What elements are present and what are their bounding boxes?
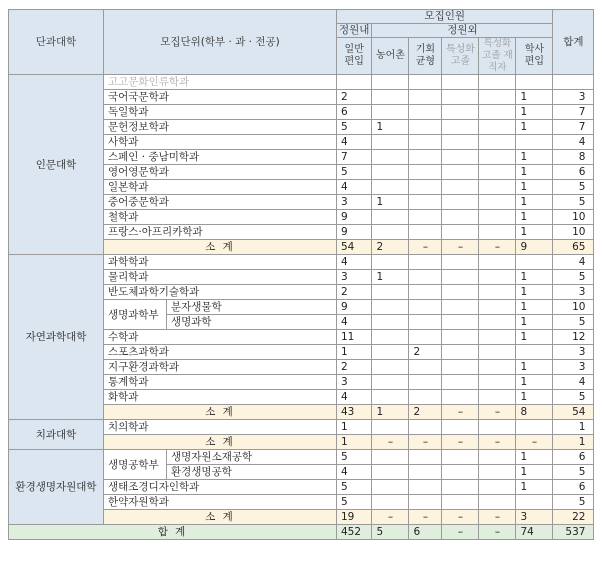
value-cell — [479, 225, 516, 240]
value-cell: 6 — [337, 105, 372, 120]
header-col-general-transfer: 일반 편입 — [337, 38, 372, 75]
department-name: 스포츠과학과 — [104, 345, 337, 360]
value-cell — [442, 210, 479, 225]
value-cell — [409, 315, 442, 330]
value-cell: – — [372, 510, 409, 525]
major-name: 환경생명공학 — [167, 465, 337, 480]
value-cell — [372, 480, 409, 495]
value-cell — [442, 390, 479, 405]
row-total-cell: 5 — [553, 180, 594, 195]
value-cell — [479, 345, 516, 360]
value-cell — [409, 90, 442, 105]
value-cell — [372, 360, 409, 375]
row-total-cell: 7 — [553, 105, 594, 120]
value-cell — [442, 495, 479, 510]
major-name: 생명과학 — [167, 315, 337, 330]
value-cell — [337, 75, 372, 90]
value-cell: 1 — [516, 315, 553, 330]
value-cell — [372, 285, 409, 300]
value-cell — [409, 180, 442, 195]
value-cell: 1 — [516, 465, 553, 480]
value-cell — [409, 195, 442, 210]
header-col-specialized-employed: 특성화 고졸 재직자 — [479, 38, 516, 75]
value-cell: – — [442, 240, 479, 255]
department-name: 영어영문학과 — [104, 165, 337, 180]
value-cell: – — [409, 435, 442, 450]
value-cell: 9 — [337, 210, 372, 225]
value-cell: 8 — [516, 405, 553, 420]
department-name: 프랑스·아프리카학과 — [104, 225, 337, 240]
header-unit: 모집단위(학부 · 과 · 전공) — [104, 10, 337, 75]
value-cell: 3 — [516, 510, 553, 525]
row-total-cell: 6 — [553, 480, 594, 495]
value-cell — [442, 465, 479, 480]
value-cell: 1 — [516, 360, 553, 375]
value-cell — [372, 210, 409, 225]
value-cell — [479, 330, 516, 345]
department-name: 문헌정보학과 — [104, 120, 337, 135]
value-cell — [516, 495, 553, 510]
department-name: 중어중문학과 — [104, 195, 337, 210]
value-cell: 9 — [337, 225, 372, 240]
value-cell: 11 — [337, 330, 372, 345]
value-cell — [479, 75, 516, 90]
value-cell — [442, 150, 479, 165]
department-name: 일본학과 — [104, 180, 337, 195]
value-cell — [442, 120, 479, 135]
value-cell: 74 — [516, 525, 553, 540]
value-cell: – — [442, 525, 479, 540]
row-total-cell: 537 — [553, 525, 594, 540]
department-name: 반도체과학기술학과 — [104, 285, 337, 300]
major-name: 생명자원소재공학 — [167, 450, 337, 465]
value-cell: 1 — [516, 180, 553, 195]
value-cell — [372, 90, 409, 105]
department-group: 생명공학부 — [104, 450, 167, 480]
value-cell — [516, 75, 553, 90]
value-cell — [372, 150, 409, 165]
table-body — [9, 10, 594, 540]
value-cell: 2 — [372, 240, 409, 255]
recruitment-table — [8, 9, 594, 540]
value-cell: 1 — [372, 120, 409, 135]
value-cell: 1 — [372, 195, 409, 210]
value-cell: 5 — [372, 525, 409, 540]
value-cell — [442, 270, 479, 285]
row-total-cell: 3 — [553, 90, 594, 105]
subtotal-label: 소 계 — [104, 435, 337, 450]
department-name: 화학과 — [104, 390, 337, 405]
row-total-cell: 5 — [553, 495, 594, 510]
row-total-cell: 8 — [553, 150, 594, 165]
value-cell — [372, 135, 409, 150]
value-cell — [479, 420, 516, 435]
value-cell — [516, 345, 553, 360]
value-cell — [479, 450, 516, 465]
row-total-cell: 3 — [553, 360, 594, 375]
value-cell: 1 — [516, 300, 553, 315]
value-cell — [479, 165, 516, 180]
value-cell: 54 — [337, 240, 372, 255]
value-cell — [442, 330, 479, 345]
value-cell — [372, 420, 409, 435]
value-cell — [479, 285, 516, 300]
value-cell: 1 — [516, 105, 553, 120]
value-cell — [442, 315, 479, 330]
value-cell — [372, 375, 409, 390]
row-total-cell: 5 — [553, 270, 594, 285]
value-cell — [372, 315, 409, 330]
value-cell: 4 — [337, 180, 372, 195]
value-cell — [479, 180, 516, 195]
value-cell — [372, 180, 409, 195]
value-cell: 1 — [516, 150, 553, 165]
value-cell — [479, 360, 516, 375]
row-total-cell: 10 — [553, 210, 594, 225]
value-cell — [442, 480, 479, 495]
value-cell: 1 — [516, 120, 553, 135]
value-cell — [409, 225, 442, 240]
value-cell — [479, 300, 516, 315]
value-cell — [479, 195, 516, 210]
value-cell: 2 — [337, 285, 372, 300]
value-cell — [479, 105, 516, 120]
row-total-cell: 6 — [553, 450, 594, 465]
value-cell: 1 — [516, 195, 553, 210]
value-cell — [372, 300, 409, 315]
value-cell — [409, 420, 442, 435]
value-cell — [409, 105, 442, 120]
row-total-cell: 6 — [553, 165, 594, 180]
row-total-cell: 3 — [553, 285, 594, 300]
value-cell: 1 — [516, 225, 553, 240]
row-total-cell: 54 — [553, 405, 594, 420]
value-cell: – — [442, 435, 479, 450]
value-cell: 2 — [409, 405, 442, 420]
value-cell: – — [479, 525, 516, 540]
value-cell — [409, 210, 442, 225]
table-row — [9, 255, 594, 270]
value-cell: 1 — [516, 330, 553, 345]
value-cell: 1 — [337, 345, 372, 360]
value-cell — [442, 300, 479, 315]
row-total-cell: 5 — [553, 195, 594, 210]
value-cell: 1 — [516, 210, 553, 225]
department-name: 스페인 · 중남미학과 — [104, 150, 337, 165]
row-total-cell: 1 — [553, 420, 594, 435]
row-total-cell: 10 — [553, 225, 594, 240]
value-cell — [442, 360, 479, 375]
value-cell: 3 — [337, 375, 372, 390]
value-cell — [442, 105, 479, 120]
value-cell — [409, 495, 442, 510]
value-cell: 5 — [337, 495, 372, 510]
value-cell — [372, 450, 409, 465]
grand-total-row — [9, 525, 594, 540]
college-name: 환경생명자원대학 — [9, 450, 104, 525]
value-cell — [442, 450, 479, 465]
value-cell — [442, 90, 479, 105]
value-cell: 1 — [516, 270, 553, 285]
value-cell — [479, 270, 516, 285]
value-cell — [516, 255, 553, 270]
grand-total-label: 합 계 — [9, 525, 337, 540]
header-inner: 정원내 — [337, 24, 372, 38]
value-cell: 19 — [337, 510, 372, 525]
value-cell: 1 — [516, 390, 553, 405]
value-cell — [479, 210, 516, 225]
value-cell: 1 — [516, 480, 553, 495]
table-row — [9, 75, 594, 90]
value-cell — [442, 225, 479, 240]
value-cell: 1 — [337, 420, 372, 435]
value-cell — [409, 375, 442, 390]
value-cell: 7 — [337, 150, 372, 165]
table-row — [9, 420, 594, 435]
row-total-cell: 4 — [553, 375, 594, 390]
value-cell: 5 — [337, 450, 372, 465]
header-col-equal-opportunity: 기회 균형 — [409, 38, 442, 75]
value-cell — [442, 375, 479, 390]
value-cell — [442, 195, 479, 210]
department-name: 생태조경디자인학과 — [104, 480, 337, 495]
header-col-bachelor-transfer: 학사 편입 — [516, 38, 553, 75]
value-cell — [372, 255, 409, 270]
value-cell: 2 — [337, 90, 372, 105]
value-cell — [516, 135, 553, 150]
value-cell: 5 — [337, 165, 372, 180]
value-cell: 4 — [337, 135, 372, 150]
row-total-cell: 4 — [553, 135, 594, 150]
college-name: 치과대학 — [9, 420, 104, 450]
value-cell: 4 — [337, 390, 372, 405]
recruitment-table-wrapper — [8, 9, 594, 540]
row-total-cell: 65 — [553, 240, 594, 255]
value-cell — [442, 135, 479, 150]
value-cell — [409, 480, 442, 495]
value-cell — [372, 165, 409, 180]
value-cell — [479, 120, 516, 135]
value-cell: – — [409, 510, 442, 525]
value-cell — [516, 420, 553, 435]
header-col-specialized: 특성화 고졸 — [442, 38, 479, 75]
value-cell: 2 — [337, 360, 372, 375]
value-cell — [442, 180, 479, 195]
row-total-cell: 5 — [553, 390, 594, 405]
value-cell: 2 — [409, 345, 442, 360]
value-cell — [479, 375, 516, 390]
department-name: 한약자원학과 — [104, 495, 337, 510]
value-cell — [409, 450, 442, 465]
value-cell: 4 — [337, 465, 372, 480]
value-cell: 1 — [516, 375, 553, 390]
value-cell — [409, 165, 442, 180]
row-total-cell: 4 — [553, 255, 594, 270]
value-cell: 6 — [409, 525, 442, 540]
value-cell: 1 — [372, 270, 409, 285]
value-cell: – — [479, 435, 516, 450]
department-name: 수학과 — [104, 330, 337, 345]
row-total-cell: 7 — [553, 120, 594, 135]
value-cell: 452 — [337, 525, 372, 540]
value-cell: 1 — [516, 165, 553, 180]
value-cell — [409, 270, 442, 285]
header-col-rural: 농어촌 — [372, 38, 409, 75]
row-total-cell: 12 — [553, 330, 594, 345]
value-cell — [409, 330, 442, 345]
value-cell — [479, 465, 516, 480]
value-cell: 5 — [337, 120, 372, 135]
college-name: 자연과학대학 — [9, 255, 104, 420]
department-name: 치의학과 — [104, 420, 337, 435]
department-name: 통계학과 — [104, 375, 337, 390]
value-cell — [442, 285, 479, 300]
value-cell — [409, 75, 442, 90]
row-total-cell: 22 — [553, 510, 594, 525]
value-cell: 1 — [516, 90, 553, 105]
value-cell: – — [479, 405, 516, 420]
value-cell — [372, 495, 409, 510]
row-total-cell — [553, 75, 594, 90]
value-cell: – — [442, 510, 479, 525]
department-name: 사학과 — [104, 135, 337, 150]
value-cell — [442, 165, 479, 180]
department-name: 국어국문학과 — [104, 90, 337, 105]
value-cell: 9 — [516, 240, 553, 255]
value-cell: 1 — [516, 450, 553, 465]
value-cell: – — [409, 240, 442, 255]
value-cell — [442, 75, 479, 90]
department-name: 독일학과 — [104, 105, 337, 120]
value-cell: – — [372, 435, 409, 450]
header-outer: 정원외 — [372, 24, 553, 38]
value-cell: 1 — [337, 435, 372, 450]
value-cell: 4 — [337, 255, 372, 270]
header-college: 단과대학 — [9, 10, 104, 75]
value-cell — [479, 90, 516, 105]
value-cell — [372, 75, 409, 90]
department-name: 지구환경과학과 — [104, 360, 337, 375]
department-group: 생명과학부 — [104, 300, 167, 330]
value-cell — [479, 150, 516, 165]
value-cell — [479, 480, 516, 495]
value-cell — [479, 135, 516, 150]
value-cell — [409, 135, 442, 150]
value-cell — [409, 285, 442, 300]
row-total-cell: 5 — [553, 315, 594, 330]
value-cell: – — [479, 510, 516, 525]
value-cell — [372, 465, 409, 480]
department-name: 철학과 — [104, 210, 337, 225]
row-total-cell: 10 — [553, 300, 594, 315]
value-cell: 1 — [516, 285, 553, 300]
row-total-cell: 1 — [553, 435, 594, 450]
header-total: 합계 — [553, 10, 594, 75]
value-cell — [409, 120, 442, 135]
value-cell — [372, 225, 409, 240]
value-cell — [442, 420, 479, 435]
value-cell: 9 — [337, 300, 372, 315]
department-name: 물리학과 — [104, 270, 337, 285]
value-cell — [479, 315, 516, 330]
table-row — [9, 450, 594, 465]
value-cell — [372, 345, 409, 360]
value-cell — [409, 255, 442, 270]
value-cell — [409, 300, 442, 315]
value-cell: – — [516, 435, 553, 450]
value-cell — [442, 255, 479, 270]
value-cell — [409, 360, 442, 375]
value-cell: – — [442, 405, 479, 420]
major-name: 분자생물학 — [167, 300, 337, 315]
subtotal-label: 소 계 — [104, 510, 337, 525]
row-total-cell: 5 — [553, 465, 594, 480]
value-cell: 5 — [337, 480, 372, 495]
value-cell — [372, 105, 409, 120]
college-name: 인문대학 — [9, 75, 104, 255]
value-cell — [409, 390, 442, 405]
value-cell — [372, 330, 409, 345]
value-cell: 3 — [337, 195, 372, 210]
value-cell: 4 — [337, 315, 372, 330]
value-cell: 3 — [337, 270, 372, 285]
row-total-cell: 3 — [553, 345, 594, 360]
value-cell — [372, 390, 409, 405]
subtotal-label: 소 계 — [104, 240, 337, 255]
value-cell: 43 — [337, 405, 372, 420]
header-recruit: 모집인원 — [337, 10, 553, 24]
value-cell — [409, 465, 442, 480]
value-cell — [442, 345, 479, 360]
value-cell: 1 — [372, 405, 409, 420]
value-cell — [479, 390, 516, 405]
value-cell — [479, 255, 516, 270]
value-cell — [479, 495, 516, 510]
department-name: 과학학과 — [104, 255, 337, 270]
value-cell — [409, 150, 442, 165]
subtotal-label: 소 계 — [104, 405, 337, 420]
department-name: 고고문화인류학과 — [104, 75, 337, 90]
value-cell: – — [479, 240, 516, 255]
